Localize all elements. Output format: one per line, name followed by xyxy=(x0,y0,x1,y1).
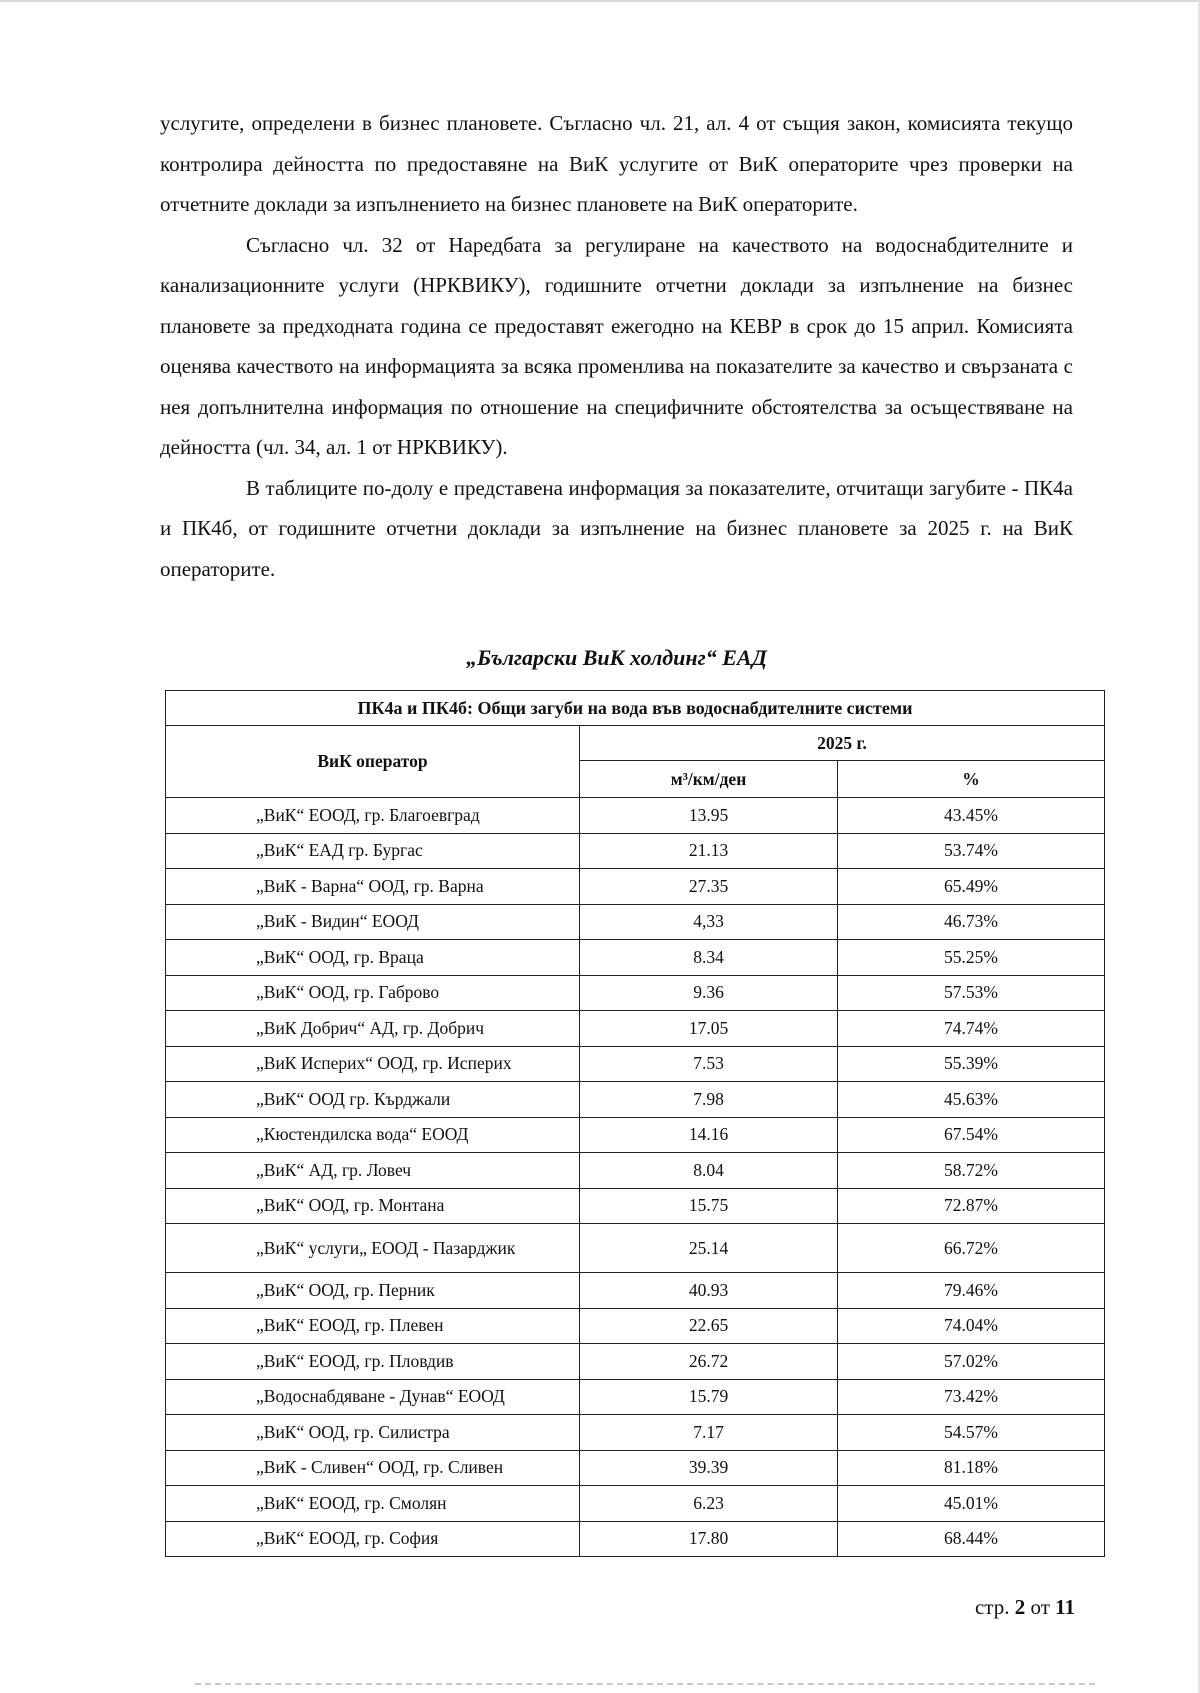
pct-value-cell: 74.74% xyxy=(838,1011,1105,1047)
table-row xyxy=(166,1188,1105,1224)
m3-value-cell: 40.93 xyxy=(580,1273,838,1309)
page-number-current: 2 xyxy=(1014,1595,1026,1619)
operator-cell: „ВиК Добрич“ АД, гр. Добрич xyxy=(166,1011,580,1047)
table-row xyxy=(166,1273,1105,1309)
table-row xyxy=(166,975,1105,1011)
m3-value-cell: 6.23 xyxy=(580,1486,838,1522)
page-number-of: от xyxy=(1030,1595,1050,1619)
pct-value-cell: 58.72% xyxy=(838,1153,1105,1189)
pct-value-cell: 66.72% xyxy=(838,1224,1105,1273)
pct-value-cell: 55.39% xyxy=(838,1046,1105,1082)
operator-cell: „ВиК“ услуги„ ЕООД - Пазарджик xyxy=(166,1224,580,1273)
operator-cell: „ВиК“ ООД, гр. Монтана xyxy=(166,1188,580,1224)
m3-value-cell: 21.13 xyxy=(580,833,838,869)
m3-value-cell: 25.14 xyxy=(580,1224,838,1273)
table-row xyxy=(166,869,1105,905)
operator-cell: „ВиК“ ООД гр. Кърджали xyxy=(166,1082,580,1118)
pct-value-cell: 43.45% xyxy=(838,798,1105,834)
page-number-total: 11 xyxy=(1055,1595,1075,1619)
pct-value-cell: 72.87% xyxy=(838,1188,1105,1224)
m3-value-cell: 15.79 xyxy=(580,1379,838,1415)
pct-value-cell: 57.02% xyxy=(838,1344,1105,1380)
m3-value-cell: 7.53 xyxy=(580,1046,838,1082)
operator-cell: „ВиК“ ООД, гр. Габрово xyxy=(166,975,580,1011)
pct-value-cell: 73.42% xyxy=(838,1379,1105,1415)
pct-value-cell: 68.44% xyxy=(838,1521,1105,1557)
table-row xyxy=(166,1415,1105,1451)
m3-value-cell: 8.34 xyxy=(580,940,838,976)
table-caption: ПК4а и ПК4б: Общи загуби на вода във водоснабдителните системи xyxy=(166,691,1105,726)
pct-value-cell: 79.46% xyxy=(838,1273,1105,1309)
year-header: 2025 г. xyxy=(580,726,1105,761)
paragraph: В таблиците по-долу е представена информация за показателите, отчитащи загубите - ПК4а и ПК4б, от годишните отчетни доклади за изпълнение на бизнес плановете за 2025 г. на ВиК операторите. xyxy=(160,475,1073,581)
page-number-prefix: стр. xyxy=(974,1595,1010,1619)
table-row xyxy=(166,1521,1105,1557)
m3-value-cell: 13.95 xyxy=(580,798,838,834)
table-row xyxy=(166,1224,1105,1273)
pct-value-cell: 45.63% xyxy=(838,1082,1105,1118)
operator-cell: „ВиК“ ЕАД гр. Бургас xyxy=(166,833,580,869)
operator-cell: „ВиК Исперих“ ООД, гр. Исперих xyxy=(166,1046,580,1082)
operator-cell: „Кюстендилска вода“ ЕООД xyxy=(166,1117,580,1153)
paragraph: Съгласно чл. 32 от Наредбата за регулиране на качеството на водоснабдителните и канализационните услуги (НРКВИКУ), годишните отчетни доклади за изпълнение на бизнес плановете за предходната година се предоставят ежегодно на КЕВР в срок до 15 април. Комисията оценява качеството на информацията за всяка променлива на показателите за качество и свързаната с нея допълнителна информация по отношение на специфичните обстоятелства за осъществяване на дейността (чл. 34, ал. 1 от НРКВИКУ). xyxy=(160,232,1073,459)
m3-value-cell: 27.35 xyxy=(580,869,838,905)
table-row xyxy=(166,1082,1105,1118)
pct-value-cell: 74.04% xyxy=(838,1308,1105,1344)
table-row xyxy=(166,1117,1105,1153)
operator-cell: „ВиК“ ЕООД, гр. Пловдив xyxy=(166,1344,580,1380)
pct-value-cell: 67.54% xyxy=(838,1117,1105,1153)
m3-value-cell: 4,33 xyxy=(580,904,838,940)
unit-m3-header: м³/км/ден xyxy=(580,761,838,798)
operator-cell: „Водоснабдяване - Дунав“ ЕООД xyxy=(166,1379,580,1415)
m3-value-cell: 14.16 xyxy=(580,1117,838,1153)
m3-value-cell: 7.98 xyxy=(580,1082,838,1118)
page-number xyxy=(930,1595,1075,1620)
table-row xyxy=(166,833,1105,869)
table-row xyxy=(166,1011,1105,1047)
operator-cell: „ВиК“ ЕООД, гр. София xyxy=(166,1521,580,1557)
pct-value-cell: 55.25% xyxy=(838,940,1105,976)
pct-value-cell: 46.73% xyxy=(838,904,1105,940)
operator-cell: „ВиК“ АД, гр. Ловеч xyxy=(166,1153,580,1189)
scan-edge-marks xyxy=(195,1683,1095,1689)
m3-value-cell: 7.17 xyxy=(580,1415,838,1451)
table-row xyxy=(166,1046,1105,1082)
table-row xyxy=(166,1308,1105,1344)
body-text xyxy=(160,103,1073,589)
m3-value-cell: 26.72 xyxy=(580,1344,838,1380)
m3-value-cell: 15.75 xyxy=(580,1188,838,1224)
losses-table xyxy=(165,690,1105,1557)
table-heading: „Български ВиК холдинг“ ЕАД xyxy=(466,645,767,670)
operator-cell: „ВиК - Сливен“ ООД, гр. Сливен xyxy=(166,1450,580,1486)
operator-cell: „ВиК - Видин“ ЕООД xyxy=(166,904,580,940)
operator-header: ВиК оператор xyxy=(166,726,580,798)
table-row xyxy=(166,1344,1105,1380)
m3-value-cell: 39.39 xyxy=(580,1450,838,1486)
m3-value-cell: 9.36 xyxy=(580,975,838,1011)
operator-cell: „ВиК“ ООД, гр. Враца xyxy=(166,940,580,976)
table-row xyxy=(166,798,1105,834)
m3-value-cell: 22.65 xyxy=(580,1308,838,1344)
operator-cell: „ВиК“ ООД, гр. Перник xyxy=(166,1273,580,1309)
page-edge xyxy=(0,0,1200,2)
m3-value-cell: 8.04 xyxy=(580,1153,838,1189)
pct-value-cell: 45.01% xyxy=(838,1486,1105,1522)
operator-cell: „ВиК“ ЕООД, гр. Благоевград xyxy=(166,798,580,834)
pct-value-cell: 54.57% xyxy=(838,1415,1105,1451)
operator-cell: „ВиК - Варна“ ООД, гр. Варна xyxy=(166,869,580,905)
table-row xyxy=(166,1450,1105,1486)
table-row xyxy=(166,1379,1105,1415)
operator-cell: „ВиК“ ЕООД, гр. Смолян xyxy=(166,1486,580,1522)
m3-value-cell: 17.05 xyxy=(580,1011,838,1047)
table-row xyxy=(166,940,1105,976)
pct-value-cell: 57.53% xyxy=(838,975,1105,1011)
operator-cell: „ВиК“ ЕООД, гр. Плевен xyxy=(166,1308,580,1344)
table-row xyxy=(166,1153,1105,1189)
pct-value-cell: 81.18% xyxy=(838,1450,1105,1486)
m3-value-cell: 17.80 xyxy=(580,1521,838,1557)
pct-value-cell: 53.74% xyxy=(838,833,1105,869)
operator-cell: „ВиК“ ООД, гр. Силистра xyxy=(166,1415,580,1451)
pct-value-cell: 65.49% xyxy=(838,869,1105,905)
table-row xyxy=(166,1486,1105,1522)
paragraph: услугите, определени в бизнес плановете. Съгласно чл. 21, ал. 4 от същия закон, комисията текущо контролира дейността по предоставяне на ВиК услугите от ВиК операторите чрез проверки на отчетните доклади за изпълнението на бизнес плановете на ВиК операторите. xyxy=(160,111,1073,216)
table-row xyxy=(166,904,1105,940)
unit-pct-header: % xyxy=(838,761,1105,798)
